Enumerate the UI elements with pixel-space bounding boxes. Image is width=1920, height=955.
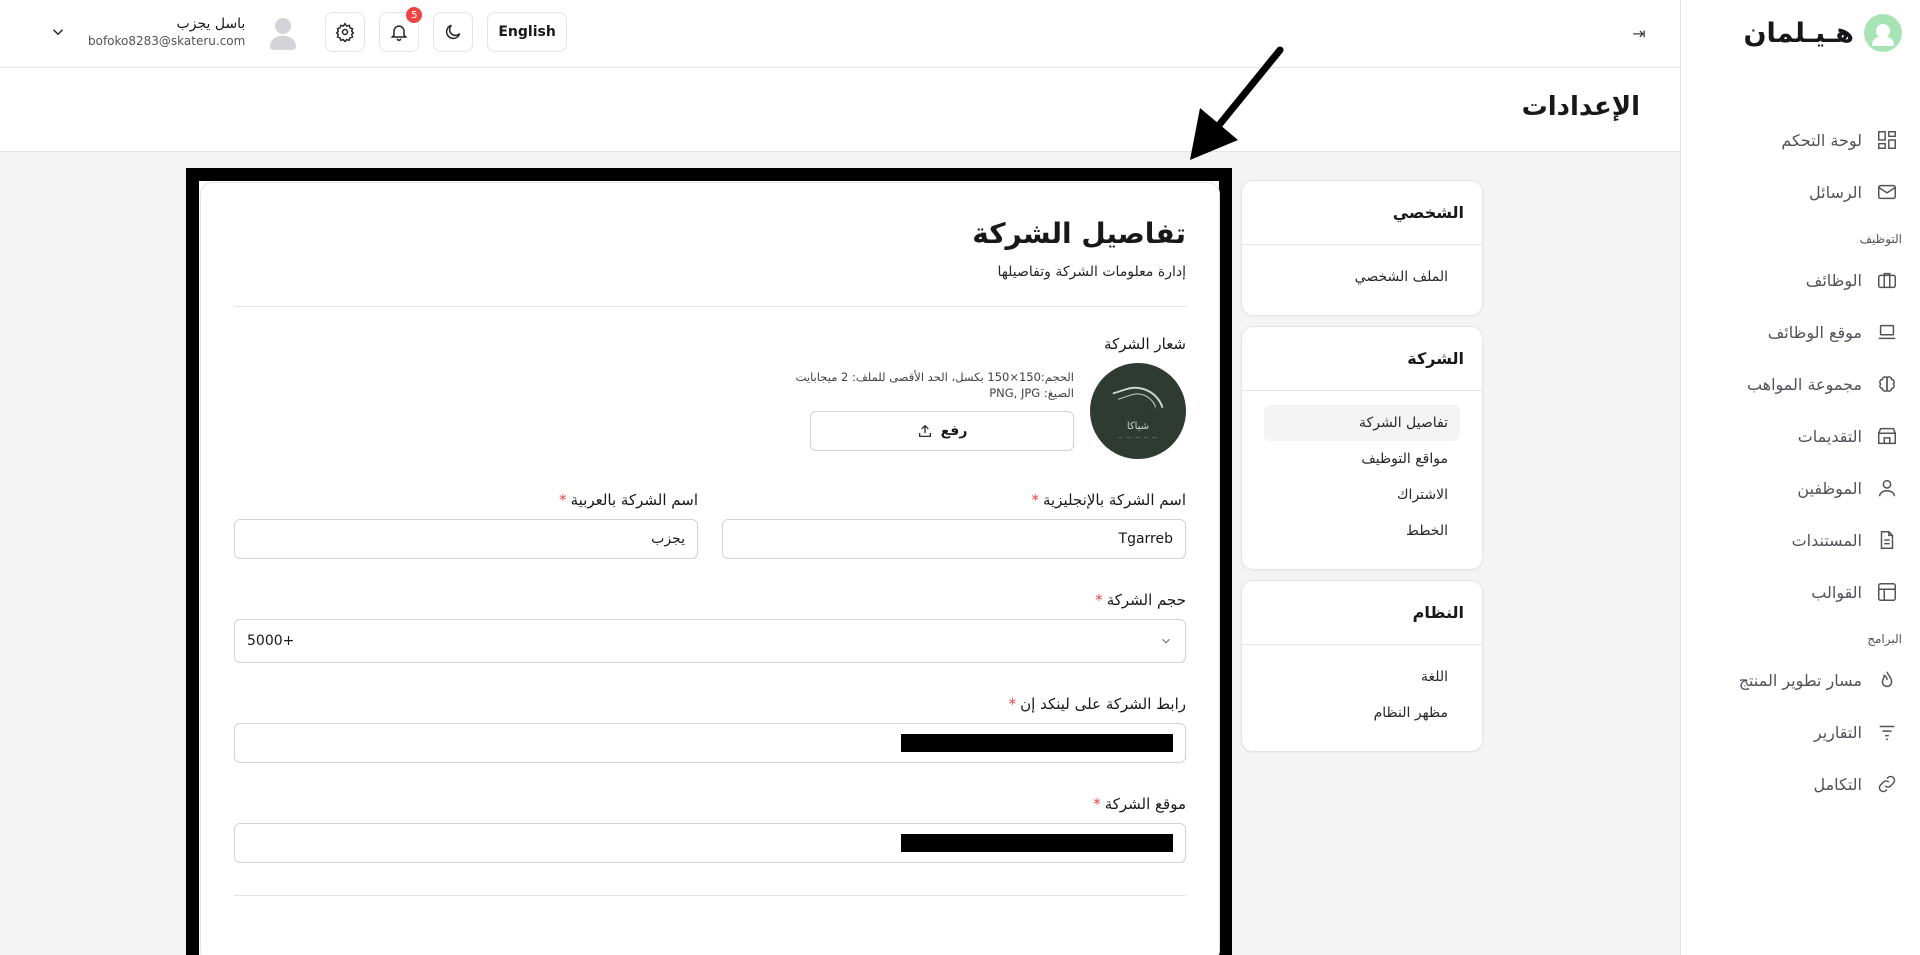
mail-icon bbox=[1876, 181, 1898, 203]
sidebar-item-dashboard[interactable] bbox=[1681, 114, 1920, 166]
sidebar-item-reports[interactable] bbox=[1681, 706, 1920, 758]
settings-item-profile[interactable]: الملف الشخصي bbox=[1354, 269, 1448, 285]
chevron-down-icon bbox=[1159, 634, 1173, 648]
sidebar-item-career-site[interactable] bbox=[1681, 306, 1920, 358]
user-info[interactable] bbox=[88, 16, 245, 48]
company-name-ar-label: اسم الشركة بالعربية* bbox=[559, 491, 698, 509]
settings-button[interactable] bbox=[325, 12, 365, 52]
sidebar-item-label: الرسائل bbox=[1809, 182, 1862, 202]
laptop-icon bbox=[1876, 321, 1898, 343]
nav-group-label-programs: البرامج bbox=[1867, 632, 1902, 646]
sidebar-item-label: الوظائف bbox=[1805, 270, 1862, 290]
sidebar-item-applications[interactable] bbox=[1681, 410, 1920, 462]
brand-name: هـيـلمان bbox=[1743, 17, 1854, 49]
link-icon bbox=[1876, 773, 1898, 795]
brain-icon bbox=[1876, 373, 1898, 395]
company-name-ar-field-group bbox=[234, 491, 698, 559]
company-name-en-field-group bbox=[722, 491, 1186, 559]
user-icon bbox=[1876, 477, 1898, 499]
brand[interactable] bbox=[1681, 0, 1920, 66]
nav-group-label-recruiting: التوظيف bbox=[1859, 232, 1902, 246]
company-name-en-input[interactable]: Tgarreb bbox=[722, 519, 1186, 559]
sidebar-item-integration[interactable] bbox=[1681, 758, 1920, 810]
main-sidebar bbox=[1680, 0, 1920, 955]
company-logo-text: شياكا bbox=[1126, 421, 1150, 432]
website-input[interactable] bbox=[234, 823, 1186, 863]
settings-item-plans[interactable]: الخطط bbox=[1406, 523, 1448, 539]
form-title: تفاصيل الشركة bbox=[972, 217, 1186, 250]
dashboard-icon bbox=[1876, 129, 1898, 151]
upload-icon bbox=[917, 423, 933, 439]
company-name-en-label: اسم الشركة بالإنجليزية* bbox=[1031, 491, 1186, 509]
company-size-select[interactable] bbox=[234, 619, 1186, 663]
sidebar-item-label: التقديمات bbox=[1797, 426, 1862, 446]
user-email: bofoko8283@skateru.com bbox=[88, 34, 246, 48]
settings-item-subscription[interactable]: الاشتراك bbox=[1397, 487, 1448, 503]
collapse-sidebar-icon[interactable]: ⇥ bbox=[1632, 23, 1646, 43]
sidebar-item-label: التقارير bbox=[1813, 722, 1862, 742]
redacted-value bbox=[901, 834, 1173, 852]
settings-item-company-details[interactable]: تفاصيل الشركة bbox=[1264, 405, 1460, 441]
annotation-arrow-icon bbox=[1180, 42, 1290, 162]
sidebar-item-label: الموظفين bbox=[1797, 478, 1862, 498]
sidebar-item-jobs[interactable] bbox=[1681, 254, 1920, 306]
notifications-button[interactable] bbox=[379, 9, 419, 52]
user-name: باسل يجزب bbox=[176, 16, 246, 32]
company-details-form bbox=[200, 182, 1220, 955]
settings-card-title: الشركة bbox=[1242, 327, 1482, 391]
sidebar-item-templates[interactable] bbox=[1681, 566, 1920, 618]
sidebar-item-label: التكامل bbox=[1813, 774, 1862, 794]
settings-card-company bbox=[1241, 326, 1483, 570]
avatar[interactable] bbox=[265, 12, 301, 52]
settings-item-career-sites[interactable]: مواقع التوظيف bbox=[1361, 451, 1448, 467]
settings-card-title: الشخصي bbox=[1242, 181, 1482, 245]
notifications-badge: 5 bbox=[406, 7, 422, 23]
settings-nav bbox=[1241, 180, 1483, 762]
moon-icon bbox=[443, 22, 463, 42]
settings-card-personal bbox=[1241, 180, 1483, 316]
website-label: موقع الشركة* bbox=[1093, 795, 1186, 813]
company-name-ar-input[interactable]: يجزب bbox=[234, 519, 698, 559]
logo-size-hint: الحجم:150×150 بكسل، الحد الأقصى للملف: 2 ميجابايت bbox=[795, 370, 1074, 384]
sidebar-item-messages[interactable] bbox=[1681, 166, 1920, 218]
sidebar-item-label: مجموعة المواهب bbox=[1746, 374, 1862, 394]
logo-row bbox=[234, 363, 1186, 459]
sidebar-item-label: مسار تطوير المنتج bbox=[1738, 670, 1862, 690]
sidebar-item-label: المستندات bbox=[1791, 530, 1862, 550]
flame-icon bbox=[1876, 669, 1898, 691]
briefcase-icon bbox=[1876, 269, 1898, 291]
logo-label: شعار الشركة bbox=[1104, 335, 1186, 353]
topbar bbox=[0, 0, 1680, 68]
language-toggle-button[interactable]: English bbox=[487, 12, 566, 52]
brand-logo-icon bbox=[1864, 14, 1902, 52]
sidebar-item-label: لوحة التحكم bbox=[1781, 130, 1862, 150]
sidebar-item-documents[interactable] bbox=[1681, 514, 1920, 566]
company-size-field-group bbox=[234, 591, 1186, 663]
chevron-down-icon bbox=[49, 23, 67, 41]
sidebar-item-label: موقع الوظائف bbox=[1767, 322, 1862, 342]
company-logo: شياكا — — — — — bbox=[1090, 363, 1186, 459]
settings-item-appearance[interactable]: مظهر النظام bbox=[1373, 705, 1448, 721]
sidebar-item-talent-pool[interactable] bbox=[1681, 358, 1920, 410]
sidebar-nav bbox=[1681, 66, 1920, 810]
upload-logo-button[interactable] bbox=[810, 411, 1074, 451]
divider bbox=[234, 895, 1186, 896]
upload-button-label: رفع bbox=[940, 423, 968, 439]
linkedin-input[interactable] bbox=[234, 723, 1186, 763]
sidebar-item-label: القوالب bbox=[1811, 582, 1862, 602]
company-size-label: حجم الشركة* bbox=[1095, 591, 1186, 609]
settings-card-system bbox=[1241, 580, 1483, 752]
gear-icon bbox=[335, 22, 355, 42]
settings-item-language[interactable]: اللغة bbox=[1420, 669, 1448, 685]
logo-info bbox=[796, 363, 1074, 451]
store-icon bbox=[1876, 425, 1898, 447]
settings-card-title: النظام bbox=[1242, 581, 1482, 645]
linkedin-field-group bbox=[234, 695, 1186, 763]
divider bbox=[234, 306, 1186, 307]
company-names-row bbox=[234, 491, 1186, 559]
page-title: الإعدادات bbox=[1521, 92, 1640, 122]
topbar-actions bbox=[44, 9, 567, 52]
linkedin-label: رابط الشركة على لينكد إن* bbox=[1008, 695, 1186, 713]
page-header bbox=[0, 68, 1680, 152]
website-field-group bbox=[234, 795, 1186, 863]
company-size-value: 5000+ bbox=[247, 633, 295, 649]
file-icon bbox=[1876, 529, 1898, 551]
bell-icon bbox=[389, 22, 409, 42]
redacted-value bbox=[901, 734, 1173, 752]
form-subtitle: إدارة معلومات الشركة وتفاصيلها bbox=[997, 264, 1186, 280]
sidebar-item-product-roadmap[interactable] bbox=[1681, 654, 1920, 706]
logo-format-hint: الصيغ: PNG, JPG bbox=[989, 386, 1074, 400]
theme-toggle-button[interactable] bbox=[433, 12, 473, 52]
sidebar-item-employees[interactable] bbox=[1681, 462, 1920, 514]
filter-icon bbox=[1876, 721, 1898, 743]
user-menu-toggle[interactable] bbox=[44, 18, 72, 46]
layout-icon bbox=[1876, 581, 1898, 603]
